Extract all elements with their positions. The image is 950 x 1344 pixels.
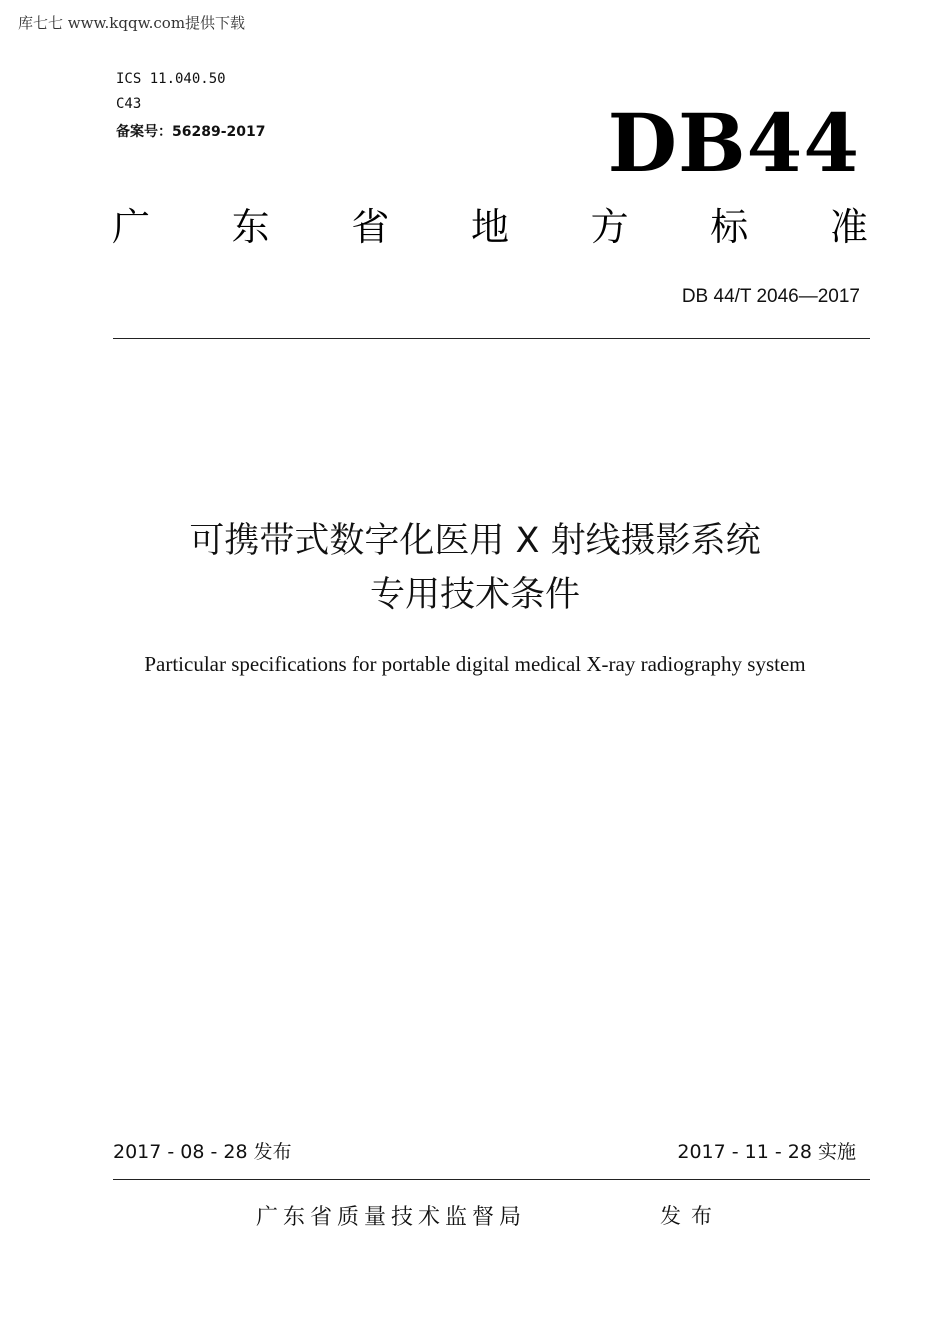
implementation-date: 2017 - 11 - 28 实施 xyxy=(677,1141,856,1163)
standard-type-char: 标 xyxy=(710,205,749,249)
standard-code: DB 44/T 2046—2017 xyxy=(681,286,860,307)
standard-type-heading xyxy=(112,203,868,251)
top-divider xyxy=(113,338,870,339)
issuing-authority: 广东省质量技术监督局 xyxy=(256,1205,527,1230)
standard-type-char: 准 xyxy=(829,205,868,249)
record-number: 备案号：56289-2017 xyxy=(116,124,266,140)
ics-code: ICS 11.040.50 xyxy=(116,71,226,87)
classification-code: C43 xyxy=(116,96,142,112)
db-mark: DB44 xyxy=(607,96,860,190)
standard-type-char: 地 xyxy=(470,205,509,249)
document-title-line-1: 可携带式数字化医用 X 射线摄影系统 xyxy=(189,521,761,561)
issue-date: 2017 - 08 - 28 发布 xyxy=(113,1141,292,1163)
watermark-text: 库七七 www.kqqw.com提供下载 xyxy=(18,14,246,32)
standard-type-char: 广 xyxy=(112,205,151,249)
standard-type-char: 方 xyxy=(590,205,629,249)
document-title-line-2: 专用技术条件 xyxy=(369,575,580,615)
bottom-divider xyxy=(113,1179,870,1180)
standard-type-char: 东 xyxy=(231,205,270,249)
document-title-english: Particular specifications for portable digital medical X-ray radiography system xyxy=(144,652,806,676)
standard-type-char: 省 xyxy=(351,205,390,249)
issue-label: 发布 xyxy=(660,1204,722,1228)
